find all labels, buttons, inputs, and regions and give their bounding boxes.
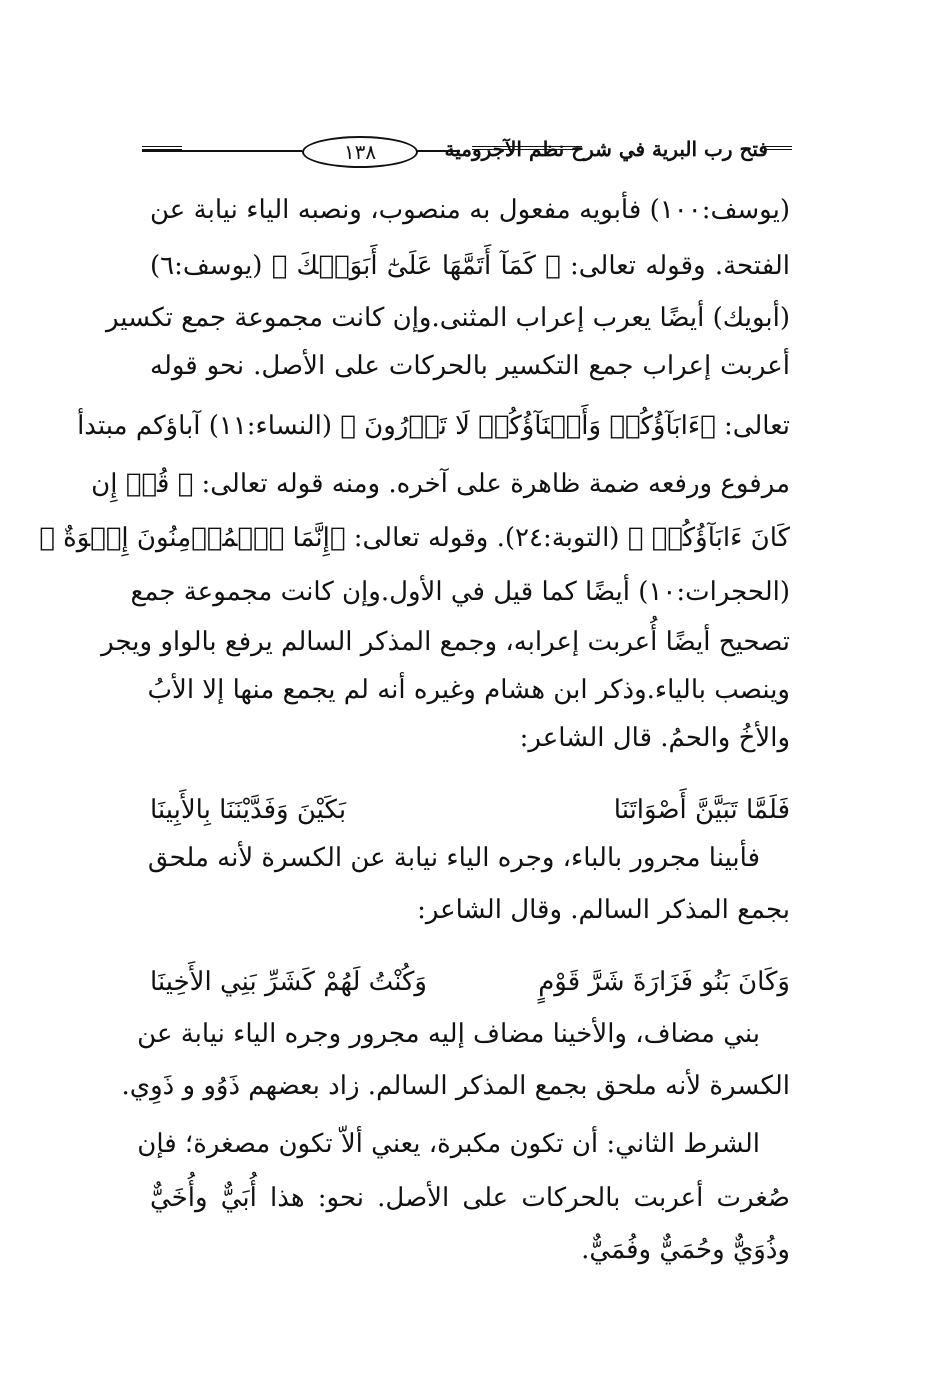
text-line: بني مضاف، والأخينا مضاف إليه مجرور وجره الياء نيابة عن bbox=[137, 1019, 760, 1049]
verse-second-hemistich: بَكَيْنَ وَفَدَّيْنَنَا بِالأَبِينَا bbox=[150, 795, 347, 825]
verse-first-hemistich: فَلَمَّا تَبَيَّنَّ أَصْوَاتَنَا bbox=[613, 795, 790, 825]
page-header bbox=[142, 132, 792, 172]
text-line: الكسرة لأنه ملحق بجمع المذكر السالم. زاد بعضهم ذَوُو و ذَوِي. bbox=[121, 1071, 790, 1101]
text-line: أعربت إعراب جمع التكسير بالحركات على الأصل. نحو قوله bbox=[150, 351, 790, 381]
text-line: وينصب بالياء.وذكر ابن هشام وغيره أنه لم يجمع منها إلا الأبُ bbox=[147, 675, 790, 705]
running-title: فتح رب البرية في شرح نظم الآجرومية bbox=[444, 137, 768, 161]
verse-first-hemistich: وَكَانَ بَنُو فَزَارَةَ شَرَّ قَوْمٍ bbox=[538, 967, 790, 997]
header-rule-right bbox=[764, 146, 792, 150]
text-line: كَانَ ءَابَآؤُكُمۡ ﴾ (التوبة:٢٤). وقوله تعالى: ﴿إِنَّمَا ٱلۡمُؤۡمِنُونَ إِخۡوَةٌ ﴾ bbox=[39, 523, 790, 553]
poetry-verse bbox=[150, 962, 790, 1002]
text-line: صُغرت أعربت بالحركات على الأصل. نحو: هذا أُبَيٌّ وأُخَيٌّ bbox=[150, 1183, 790, 1213]
text-line: (أبويك) أيضًا يعرب إعراب المثنى.وإن كانت مجموعة جمع تكسير bbox=[105, 303, 790, 333]
text-line: تعالى: ﴿ءَابَآؤُكُمۡ وَأَبۡنَآؤُكُمۡ لَا تَدۡرُونَ ﴾ (النساء:١١) آباؤكم مبتدأ bbox=[77, 411, 790, 441]
poetry-verse bbox=[150, 790, 790, 830]
text-line: وذُوَيٌّ وحُمَيٌّ وفُمَيٌّ. bbox=[581, 1235, 790, 1265]
header-rule-left bbox=[142, 150, 302, 152]
text-line: مرفوع ورفعه ضمة ظاهرة على آخره. ومنه قوله تعالى: ﴿ قُلۡ إِن bbox=[91, 469, 790, 499]
page-number: ١٣٨ bbox=[302, 136, 418, 168]
text-line: بجمع المذكر السالم. وقال الشاعر: bbox=[417, 895, 790, 925]
verse-second-hemistich: وَكُنْتُ لَهُمْ كَشَرِّ بَنِي الأَخِينَا bbox=[150, 967, 427, 997]
header-rule-left-accent bbox=[142, 146, 182, 150]
text-line: الشرط الثاني: أن تكون مكبرة، يعني ألاّ تكون مصغرة؛ فإن bbox=[137, 1129, 760, 1159]
text-line: فأبينا مجرور بالباء، وجره الياء نيابة عن الكسرة لأنه ملحق bbox=[147, 843, 760, 873]
text-line: والأخُ والحمُ. قال الشاعر: bbox=[519, 723, 790, 753]
text-line: (الحجرات:١٠) أيضًا كما قيل في الأول.وإن كانت مجموعة جمع bbox=[130, 577, 790, 607]
text-line: (يوسف:١٠٠) فأبويه مفعول به منصوب، ونصبه الياء نيابة عن bbox=[150, 195, 790, 225]
text-line: الفتحة. وقوله تعالى: ﴿ كَمَآ أَتَمَّهَا عَلَىٰٓ أَبَوَيۡكَ ﴾ (يوسف:٦) bbox=[150, 251, 790, 281]
text-line: تصحيح أيضًا أُعربت إعرابه، وجمع المذكر السالم يرفع بالواو ويجر bbox=[101, 627, 790, 657]
